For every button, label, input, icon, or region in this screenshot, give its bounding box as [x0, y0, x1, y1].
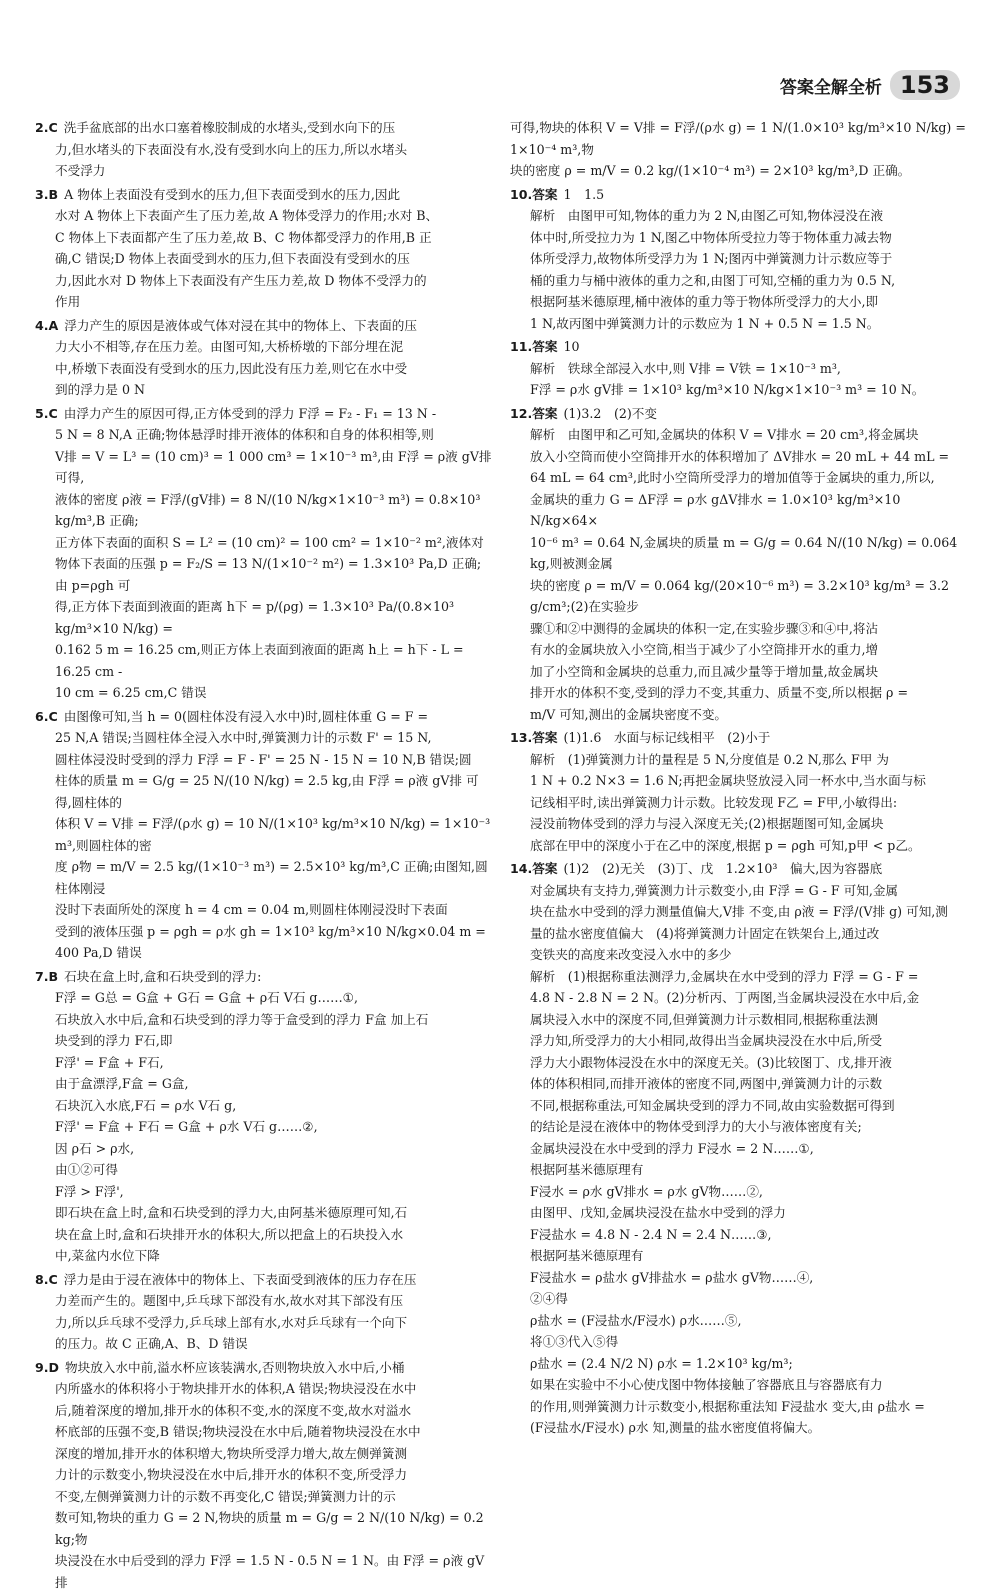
answer-text: 由图甲、戊知,金属块浸没在盐水中受到的浮力: [530, 1205, 786, 1220]
question-number: 2.C: [35, 120, 58, 135]
answer-text: 力计的示数变小,物块浸没在水中后,排开水的体积不变,所受浮力: [55, 1467, 408, 1482]
answer-line: [510, 1181, 968, 1203]
answer-line: [510, 1073, 968, 1095]
answer-line: [35, 749, 493, 771]
answer-text: F浮 = G总 = G盒 + G石 = G盒 + ρ石 V石 g……①,: [55, 990, 358, 1005]
answer-line: [510, 313, 968, 335]
answer-text: 浮力大小跟物体浸没在水中的深度无关。(3)比较图丁、戊,排开液: [530, 1054, 892, 1070]
question-number: 12.答案: [510, 405, 558, 421]
answer-text: 确,C 错误;D 物体上表面受到水的压力,但下表面没有受到水的压: [55, 251, 410, 266]
answer-text: 记线相平时,读出弹簧测力计示数。比较发现 F乙 = F甲,小敏得出:: [530, 794, 898, 810]
answer-line: [35, 682, 493, 704]
answer-item: [35, 403, 493, 704]
answer-line: [510, 205, 968, 227]
answer-text: 金属块浸没在水中受到的浮力 F浸水 = 2 N……①,: [530, 1140, 814, 1156]
answer-text: 力,因此水对 D 物体上下表面没有产生压力差,故 D 物体不受浮力的: [55, 272, 427, 288]
answer-line: [510, 923, 968, 945]
answer-text: 属块浸入水中的深度不同,但弹簧测力计示数相同,根据称重法测: [530, 1011, 879, 1027]
answer-line: [510, 1267, 968, 1289]
answer-line: [510, 1417, 968, 1439]
answer-line: [510, 379, 968, 401]
answer-text: 物体下表面的压强 p = F₂/S = 13 N/(1×10⁻² m²) = 1.3×10³ Pa,D 正确;由 p=ρgh 可: [55, 556, 482, 593]
answer-text: 400 Pa,D 错误: [55, 945, 142, 960]
page-number: 153: [890, 70, 960, 100]
answer-text: 体的体积相同,而排开液体的密度不同,两图中,弹簧测力计的示数: [530, 1076, 883, 1091]
answer-text: 5 N = 8 N,A 正确;物体悬浮时排开液体的体积和自身的体积相等,则: [55, 427, 434, 442]
answer-line: [510, 1331, 968, 1353]
answer-item: [510, 184, 968, 335]
answer-line: [35, 1486, 493, 1508]
answer-text: 块在盒上时,盒和石块排开水的体积大,所以把盒上的石块投入水: [55, 1226, 404, 1242]
answer-text: 没时下表面所处的深度 h = 4 cm = 0.04 m,则圆柱体刚浸没时下表面: [55, 902, 448, 917]
answer-text: 浮力知,所受浮力的大小相同,故得出当金属块浸没在水中后,所受: [530, 1033, 883, 1048]
answer-text: 杯底部的压强不变,B 错误;物块浸没在水中后,随着物块浸没在水中: [55, 1424, 421, 1439]
answer-line: [510, 770, 968, 792]
answer-text: 物块放入水中前,溢水杯应该装满水,否则物块放入水中后,小桶: [65, 1359, 405, 1375]
answer-line: [35, 1443, 493, 1465]
answer-line: [510, 1202, 968, 1224]
answer-line: [35, 1181, 493, 1203]
answer-line: [510, 639, 968, 661]
answer-line: [510, 467, 968, 489]
answer-item: [35, 706, 493, 964]
answer-text: F浮 > F浮',: [55, 1183, 124, 1199]
answer-line: [510, 661, 968, 683]
answer-text: 不受浮力: [55, 163, 106, 178]
question-number: 6.C: [35, 708, 58, 724]
answer-text: 不同,根据称重法,可知金属块受到的浮力不同,故由实验数据可得到: [530, 1097, 895, 1113]
answer-item: [510, 336, 968, 401]
answer-text: (1)1.6 水面与标记线相平 (2)小于: [563, 730, 771, 745]
answer-line: [35, 596, 493, 639]
answer-text: (1)3.2 (2)不变: [563, 405, 657, 421]
answer-line: [35, 336, 493, 358]
answer-text: 0.162 5 m = 16.25 cm,则正方体上表面到液面的距离 h上 = h下 - L = 16.25 cm -: [55, 642, 464, 679]
answer-text: 10⁻⁶ m³ = 0.64 N,金属块的质量 m = G/g = 0.64 N/(10 N/kg) = 0.064 kg,则被测金属: [530, 534, 958, 571]
answer-text: 块受到的浮力 F石,即: [55, 1033, 173, 1048]
answer-item: [510, 727, 968, 856]
answer-line: [35, 160, 493, 182]
answer-line: [35, 1312, 493, 1334]
answer-line: [510, 944, 968, 966]
answer-item: [510, 117, 968, 182]
answer-text: 不变,左侧弹簧测力计的示数不再变化,C 错误;弹簧测力计的示: [55, 1488, 396, 1504]
answer-text: 即石块在盒上时,盒和石块受到的浮力大,由阿基米德原理可知,石: [55, 1205, 408, 1220]
answer-line: [510, 446, 968, 468]
answer-line: [510, 227, 968, 249]
answer-line: [35, 379, 493, 401]
answer-line: [35, 1009, 493, 1031]
answer-line: [35, 248, 493, 270]
answer-line: [510, 792, 968, 814]
answer-text: 根据阿基米德原理有: [530, 1248, 644, 1263]
answer-line: [510, 1288, 968, 1310]
answer-text: 得,正方体下表面到液面的距离 h下 = p/(ρg) = 1.3×10³ Pa/(0.8×10³ kg/m³×10 N/kg) =: [55, 599, 455, 636]
answer-text: 10: [563, 339, 580, 354]
answer-text: 浸没前物体受到的浮力与浸入深度无关;(2)根据题图可知,金属块: [530, 816, 884, 831]
answer-line: [510, 1353, 968, 1375]
answer-line: [35, 727, 493, 749]
answer-text: 对金属块有支持力,弹簧测力计示数变小,由 F浮 = G - F 可知,金属: [530, 882, 899, 898]
answer-text: 的作用,则弹簧测力计示数变小,根据称重法知 F浸盐水 变大,由 ρ盐水 =: [530, 1398, 925, 1414]
answer-text: 中,桥墩下表面没有受到水的压力,因此没有压力差,则它在水中受: [55, 360, 408, 376]
answer-line: [510, 291, 968, 313]
answer-line: [510, 1116, 968, 1138]
answer-line: [35, 1224, 493, 1246]
question-number: 8.C: [35, 1271, 58, 1287]
answer-line: [35, 1269, 493, 1291]
answer-text: 根据阿基米德原理,桶中液体的重力等于物体所受浮力的大小,即: [530, 294, 879, 309]
answer-line: [510, 1030, 968, 1052]
answer-line: [510, 1095, 968, 1117]
answer-text: 力大小不相等,存在压力差。由图可知,大桥桥墩的下部分埋在泥: [55, 339, 404, 354]
answer-line: [35, 553, 493, 596]
answer-line: [35, 139, 493, 161]
question-number: 14.答案: [510, 861, 558, 876]
answer-line: [35, 1138, 493, 1160]
answer-text: 解析 (1)弹簧测力计的量程是 5 N,分度值是 0.2 N,那么 F甲 为: [530, 751, 889, 767]
answer-text: 1 1.5: [563, 186, 605, 202]
answer-line: [35, 1073, 493, 1095]
answer-text: ρ盐水 = (F浸盐水/F浸水) ρ水……⑤,: [530, 1312, 742, 1328]
answer-line: [510, 184, 968, 206]
answer-text: 可得,物块的体积 V = V排 = F浮/(ρ水 g) = 1 N/(1.0×10³ kg/m³×10 N/kg) = 1×10⁻⁴ m³,物: [510, 120, 966, 157]
answer-line: [35, 1116, 493, 1138]
answer-text: 块的密度 ρ = m/V = 0.2 kg/(1×10⁻⁴ m³) = 2×10³ kg/m³,D 正确。: [510, 163, 911, 178]
answer-line: [35, 205, 493, 227]
answer-text: 将①③代入⑤得: [530, 1334, 619, 1349]
answer-text: 块的密度 ρ = m/V = 0.064 kg/(20×10⁻⁶ m³) = 3.2×10³ kg/m³ = 3.2 g/cm³;(2)在实验步: [530, 577, 950, 614]
answer-line: [35, 1550, 493, 1593]
answer-line: [35, 813, 493, 856]
answer-line: [510, 880, 968, 902]
answer-text: V排 = V = L³ = (10 cm)³ = 1 000 cm³ = 1×10⁻³ m³,由 F浮 = ρ液 gV排 可得,: [55, 448, 492, 485]
answer-text: F浮' = F盒 + F石 = G盒 + ρ水 V石 g……②,: [55, 1119, 318, 1134]
answer-text: 如果在实验中不小心使戊图中物体接触了容器底且与容器底有力: [530, 1377, 883, 1392]
answer-text: 液体的密度 ρ液 = F浮/(gV排) = 8 N/(10 N/kg×1×10⁻³ m³) = 0.8×10³ kg/m³,B 正确;: [55, 491, 481, 528]
answer-line: [510, 248, 968, 270]
answer-text: C 物体上下表面都产生了压力差,故 B、C 物体都受浮力的作用,B 正: [55, 229, 432, 245]
question-number: 11.答案: [510, 339, 558, 354]
answer-item: [35, 184, 493, 313]
answer-text: 浮力是由于浸在液体中的物体上、下表面受到液体的压力存在压: [63, 1271, 417, 1287]
answer-text: 25 N,A 错误;当圆柱体全浸入水中时,弹簧测力计的示数 F' = 15 N,: [55, 730, 432, 745]
answer-line: [35, 358, 493, 380]
answer-text: 内所盛水的体积将小于物块排开水的体积,A 错误;物块浸没在水中: [55, 1381, 417, 1396]
answer-text: 圆柱体浸没时受到的浮力 F浮 = F - F' = 25 N - 15 N = 10 N,B 错误;圆: [55, 751, 472, 767]
answer-line: [35, 1052, 493, 1074]
answer-line: [35, 921, 493, 943]
header-title: 答案全解全析: [779, 77, 882, 98]
answer-text: 由浮力产生的原因可得,正方体受到的浮力 F浮 = F₂ - F₁ = 13 N -: [63, 405, 437, 421]
answer-line: [35, 966, 493, 988]
answer-line: [35, 291, 493, 313]
answer-line: [510, 270, 968, 292]
answer-line: [510, 1224, 968, 1246]
answer-line: [35, 1245, 493, 1267]
answer-text: 度 ρ物 = m/V = 2.5 kg/(1×10⁻³ m³) = 2.5×10³ kg/m³,C 正确;由图知,圆柱体刚浸: [55, 859, 488, 896]
answer-text: F浮 = ρ水 gV排 = 1×10³ kg/m³×10 N/kg×1×10⁻³ m³ = 10 N。: [530, 382, 925, 397]
answer-line: [35, 639, 493, 682]
answer-text: 浮力产生的原因是液体或气体对浸在其中的物体上、下表面的压: [64, 317, 417, 333]
answer-text: 力,所以乒乓球不受浮力,乒乓球上部有水,水对乒乓球有一个向下: [55, 1314, 408, 1330]
answer-text: 因 ρ石 > ρ水,: [55, 1140, 135, 1156]
answer-line: [35, 403, 493, 425]
answer-line: [35, 184, 493, 206]
answer-line: [510, 858, 968, 880]
answer-text: (F浸盐水/F浸水) ρ水 知,测量的盐水密度值将偏大。: [530, 1420, 821, 1435]
answer-text: 底部在甲中的深度小于在乙中的深度,根据 p = ρgh 可知,p甲 < p乙。: [530, 837, 921, 853]
question-number: 3.B: [35, 186, 59, 202]
answer-text: 10 cm = 6.25 cm,C 错误: [55, 685, 207, 700]
answer-line: [35, 1507, 493, 1550]
right-column: [510, 117, 968, 1441]
answer-line: [35, 270, 493, 292]
answer-line: [510, 1396, 968, 1418]
answer-text: ②④得: [530, 1291, 568, 1306]
answer-text: 解析 (1)根据称重法测浮力,金属块在水中受到的浮力 F浮 = G - F =: [530, 968, 919, 984]
answer-line: [35, 489, 493, 532]
answer-text: 深度的增加,排开水的体积增大,物块所受浮力增大,故左侧弹簧测: [55, 1445, 408, 1461]
answer-line: [35, 987, 493, 1009]
answer-line: [510, 489, 968, 532]
answer-line: [510, 1374, 968, 1396]
answer-text: 解析 铁球全部浸入水中,则 V排 = V铁 = 1×10⁻³ m³,: [530, 360, 841, 376]
answer-line: [35, 117, 493, 139]
answer-text: 块在盐水中受到的浮力测量值偏大,V排 不变,由 ρ液 = F浮/(V排 g) 可知,测: [530, 904, 948, 919]
answer-item: [35, 315, 493, 401]
answer-text: 1 N + 0.2 N×3 = 1.6 N;再把金属块竖放浸入同一杯水中,当水面与标: [530, 773, 926, 788]
answer-text: 水对 A 物体上下表面产生了压力差,故 A 物体受浮力的作用;水对 B、: [55, 208, 439, 223]
answer-line: [35, 1159, 493, 1181]
answer-line: [510, 1138, 968, 1160]
answer-line: [510, 966, 968, 988]
answer-text: 柱体的质量 m = G/g = 25 N/(10 N/kg) = 2.5 kg,由 F浮 = ρ液 gV排 可得,圆柱体的: [55, 773, 479, 810]
answer-text: 骤①和②中测得的金属块的体积一定,在实验步骤③和④中,将沾: [530, 620, 879, 636]
answer-line: [510, 1009, 968, 1031]
answer-line: [510, 117, 968, 160]
answer-text: 量的盐水密度值偏大 (4)将弹簧测力计固定在铁架台上,通过改: [530, 925, 880, 941]
answer-item: [35, 1357, 493, 1594]
answer-item: [510, 403, 968, 726]
answer-text: 块浸没在水中后受到的浮力 F浮 = 1.5 N - 0.5 N = 1 N。由 F浮 = ρ液 gV排: [55, 1553, 485, 1590]
answer-text: 由①②可得: [55, 1162, 118, 1177]
answer-line: [35, 1333, 493, 1355]
answer-line: [35, 424, 493, 446]
answer-text: 到的浮力是 0 N: [55, 382, 146, 397]
answer-line: [35, 942, 493, 964]
question-number: 7.B: [35, 968, 59, 984]
answer-text: 根据阿基米德原理有: [530, 1162, 644, 1177]
answer-line: [35, 1421, 493, 1443]
answer-line: [510, 682, 968, 704]
answer-text: 体中时,所受拉力为 1 N,图乙中物体所受拉力等于物体重力减去物: [530, 229, 892, 245]
answer-line: [35, 446, 493, 489]
answer-line: [510, 901, 968, 923]
answer-text: F浮' = F盒 + F石,: [55, 1054, 164, 1070]
answer-line: [35, 1464, 493, 1486]
answer-line: [35, 532, 493, 554]
answer-text: 64 mL = 64 cm³,此时小空筒所受浮力的增加值等于金属块的重力,所以,: [530, 470, 935, 485]
answer-text: 石块放入水中后,盒和石块受到的浮力等于盒受到的浮力 F盒 加上石: [55, 1011, 429, 1027]
answer-line: [35, 1400, 493, 1422]
answer-item: [35, 117, 493, 182]
answer-text: F浸盐水 = 4.8 N - 2.4 N = 2.4 N……③,: [530, 1226, 772, 1242]
page-header: [780, 70, 960, 100]
answer-line: [510, 575, 968, 618]
answer-line: [35, 227, 493, 249]
answer-text: 洗手盆底部的出水口塞着橡胶制成的水堵头,受到水向下的压: [63, 120, 396, 135]
answer-line: [35, 1290, 493, 1312]
question-number: 10.答案: [510, 186, 558, 202]
answer-text: 数可知,物块的重力 G = 2 N,物块的质量 m = G/g = 2 N/(10 N/kg) = 0.2 kg;物: [55, 1510, 484, 1547]
answer-line: [35, 1030, 493, 1052]
answer-text: 受到的液体压强 p = ρgh = ρ水 gh = 1×10³ kg/m³×10 N/kg×0.04 m =: [55, 923, 486, 939]
answer-line: [35, 315, 493, 337]
answer-line: [35, 1202, 493, 1224]
answer-text: 后,随着深度的增加,排开水的体积不变,水的深度不变,故水对溢水: [55, 1402, 412, 1418]
answer-text: 变铁夹的高度来改变浸入水中的多少: [530, 947, 732, 962]
answer-text: 正方体下表面的面积 S = L² = (10 cm)² = 100 cm² = 1×10⁻² m²,液体对: [55, 534, 484, 550]
answer-line: [510, 727, 968, 749]
answer-line: [510, 749, 968, 771]
answer-line: [35, 706, 493, 728]
answer-text: 作用: [55, 294, 81, 309]
answer-item: [510, 858, 968, 1439]
answer-line: [510, 987, 968, 1009]
answer-text: 排开水的体积不变,受到的浮力不变,其重力、质量不变,所以根据 ρ =: [530, 685, 909, 700]
answer-line: [510, 424, 968, 446]
answer-text: 桶的重力与桶中液体的重力之和,由图丁可知,空桶的重力为 0.5 N,: [530, 272, 896, 288]
answer-line: [510, 813, 968, 835]
answer-item: [35, 966, 493, 1267]
answer-text: 加了小空筒和金属块的总重力,而且减少量等于增加量,故金属块: [530, 663, 879, 679]
answer-line: [510, 336, 968, 358]
answer-line: [510, 532, 968, 575]
answer-text: 由于盒漂浮,F盒 = G盒,: [55, 1076, 189, 1091]
answer-line: [35, 899, 493, 921]
answer-text: F浸水 = ρ水 gV排水 = ρ水 gV物……②,: [530, 1183, 763, 1199]
left-column: [35, 117, 493, 1595]
answer-line: [510, 1052, 968, 1074]
answer-text: 体积 V = V排 = F浮/(ρ水 g) = 10 N/(1×10³ kg/m³×10 N/kg) = 1×10⁻³ m³,则圆柱体的密: [55, 816, 491, 853]
answer-text: (1)2 (2)无关 (3)丁、戊 1.2×10³ 偏大,因为容器底: [563, 861, 883, 876]
answer-line: [35, 1357, 493, 1379]
answer-line: [510, 403, 968, 425]
answer-line: [510, 1310, 968, 1332]
answer-line: [510, 618, 968, 640]
answer-line: [510, 1159, 968, 1181]
answer-text: 石块在盒上时,盒和石块受到的浮力:: [64, 968, 262, 984]
answer-text: 中,菜盆内水位下降: [55, 1248, 160, 1263]
answer-text: 的压力。故 C 正确,A、B、D 错误: [55, 1336, 248, 1351]
answer-text: 4.8 N - 2.8 N = 2 N。(2)分析丙、丁两图,当金属块浸没在水中后,金: [530, 990, 920, 1005]
answer-text: F浸盐水 = ρ盐水 gV排盐水 = ρ盐水 gV物……④,: [530, 1269, 814, 1285]
answer-text: 力差而产生的。题图中,乒乓球下部没有水,故水对其下部没有压: [55, 1293, 404, 1308]
answer-line: [35, 856, 493, 899]
answer-line: [35, 770, 493, 813]
answer-text: 解析 由图甲和乙可知,金属块的体积 V = V排水 = 20 cm³,将金属块: [530, 427, 919, 442]
answer-line: [510, 704, 968, 726]
answer-text: 解析 由图甲可知,物体的重力为 2 N,由图乙可知,物体浸没在液: [530, 208, 884, 223]
answer-line: [510, 835, 968, 857]
answer-text: 力,但水堵头的下表面没有水,没有受到水向上的压力,所以水堵头: [55, 141, 408, 157]
answer-text: 金属块的重力 G = ΔF浮 = ρ水 gΔV排水 = 1.0×10³ kg/m³×10 N/kg×64×: [530, 491, 901, 528]
answer-line: [35, 1095, 493, 1117]
question-number: 5.C: [35, 405, 58, 421]
answer-text: 放入小空筒而使小空筒排开水的体积增加了 ΔV排水 = 20 mL + 44 mL =: [530, 448, 950, 464]
answer-text: m/V 可知,测出的金属块密度不变。: [530, 706, 728, 722]
answer-line: [510, 358, 968, 380]
answer-text: 的结论是浸在液体中的物体受到浮力的大小与液体密度有关;: [530, 1119, 862, 1134]
question-number: 9.D: [35, 1359, 60, 1375]
answer-text: A 物体上表面没有受到水的压力,但下表面受到水的压力,因此: [64, 186, 401, 202]
question-number: 4.A: [35, 317, 59, 333]
answer-text: 体所受浮力,故物体所受浮力为 1 N;图丙中弹簧测力计示数应等于: [530, 251, 893, 266]
answer-line: [35, 1378, 493, 1400]
answer-text: 由图像可知,当 h = 0(圆柱体没有浸入水中)时,圆柱体重 G = F =: [63, 708, 429, 724]
answer-item: [35, 1269, 493, 1355]
answer-text: 石块沉入水底,F石 = ρ水 V石 g,: [55, 1097, 237, 1113]
answer-line: [510, 160, 968, 182]
answer-line: [510, 1245, 968, 1267]
answer-text: 有水的金属块放入小空筒,相当于减少了小空筒排开水的重力,增: [530, 642, 879, 657]
question-number: 13.答案: [510, 730, 558, 745]
answer-text: ρ盐水 = (2.4 N/2 N) ρ水 = 1.2×10³ kg/m³;: [530, 1355, 793, 1371]
answer-text: 1 N,故丙图中弹簧测力计的示数应为 1 N + 0.5 N = 1.5 N。: [530, 315, 880, 331]
